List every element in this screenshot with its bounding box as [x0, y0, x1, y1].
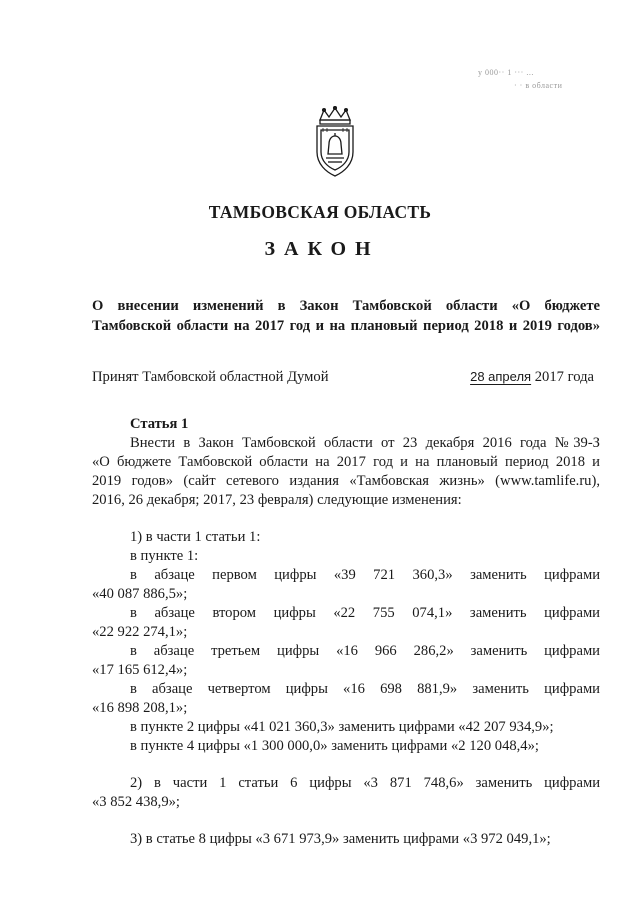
item-3-line: 3) в статье 8 цифры «3 671 973,9» заменить цифрами «3 972 049,1»; [130, 831, 551, 847]
law-title [92, 296, 600, 336]
stamp-line-2: · · в области [514, 81, 563, 90]
item-1-point-4: в пункте 4 цифры «1 300 000,0» заменить цифрами «2 120 048,4»; [130, 738, 539, 754]
document-type: ЗАКОН [264, 238, 380, 260]
item-1-amendment-4: в абзаце четвертом цифры «16 698 881,9» заменить цифрами [130, 681, 600, 697]
adoption-year: 2017 года [534, 369, 594, 385]
item-2 [92, 774, 600, 812]
item-1-amendment-3: в абзаце третьем цифры «16 966 286,2» заменить цифрами [130, 643, 600, 659]
item-1-amendment-2-value: «22 922 274,1»; [92, 624, 188, 640]
article-heading: Статья 1 [130, 416, 189, 432]
article-1 [92, 415, 600, 849]
law-title-line-2: Тамбовской области на 2017 год и на плановый период 2018 и 2019 годов» [92, 318, 600, 334]
intro-line-1: Внести в Закон Тамбовской области от 23 декабря 2016 года №39-З [130, 435, 600, 451]
registration-stamp [478, 66, 562, 92]
item-2-line-1: 2) в части 1 статьи 6 цифры «3 871 748,6» заменить цифрами [130, 775, 600, 791]
law-title-line-1: О внесении изменений в Закон Тамбовской области «О бюджете [92, 298, 600, 314]
item-1-point-2: в пункте 2 цифры «41 021 360,3» заменить цифрами «42 207 934,9»; [130, 719, 554, 735]
item-1-amendment-3-value: «17 165 612,4»; [92, 662, 188, 678]
intro-line-3: 2019 годов» (сайт сетевого издания «Тамбовская жизнь» (www.tamlife.ru), [92, 473, 600, 489]
adoption-line [92, 367, 600, 387]
adoption-label: Принят Тамбовской областной Думой [92, 369, 329, 385]
item-1-amendment-2: в абзаце втором цифры «22 755 074,1» заменить цифрами [130, 605, 600, 621]
item-1-amendment-1: в абзаце первом цифры «39 721 360,3» заменить цифрами [130, 567, 600, 583]
stamp-line-1: у 000·· 1 ··· ... [478, 68, 534, 77]
intro-line-2: «О бюджете Тамбовской области на 2017 год и на плановый период 2018 и [92, 454, 600, 470]
region-name: ТАМБОВСКАЯ ОБЛАСТЬ [208, 202, 432, 222]
item-1 [92, 528, 600, 756]
coat-of-arms-icon [312, 106, 358, 178]
item-1-heading: 1) в части 1 статьи 1: [130, 529, 261, 545]
item-3 [92, 830, 600, 849]
adoption-date [470, 367, 594, 387]
item-2-line-2: «3 852 438,9»; [92, 794, 180, 810]
intro-line-4: 2016, 26 декабря; 2017, 23 февраля) следующие изменения: [92, 492, 462, 508]
item-1-subheading: в пункте 1: [130, 548, 199, 564]
article-intro [92, 434, 600, 510]
item-1-amendment-4-value: «16 898 208,1»; [92, 700, 188, 716]
item-1-amendment-1-value: «40 087 886,5»; [92, 586, 188, 602]
handwritten-date: 28 апреля [470, 369, 532, 384]
